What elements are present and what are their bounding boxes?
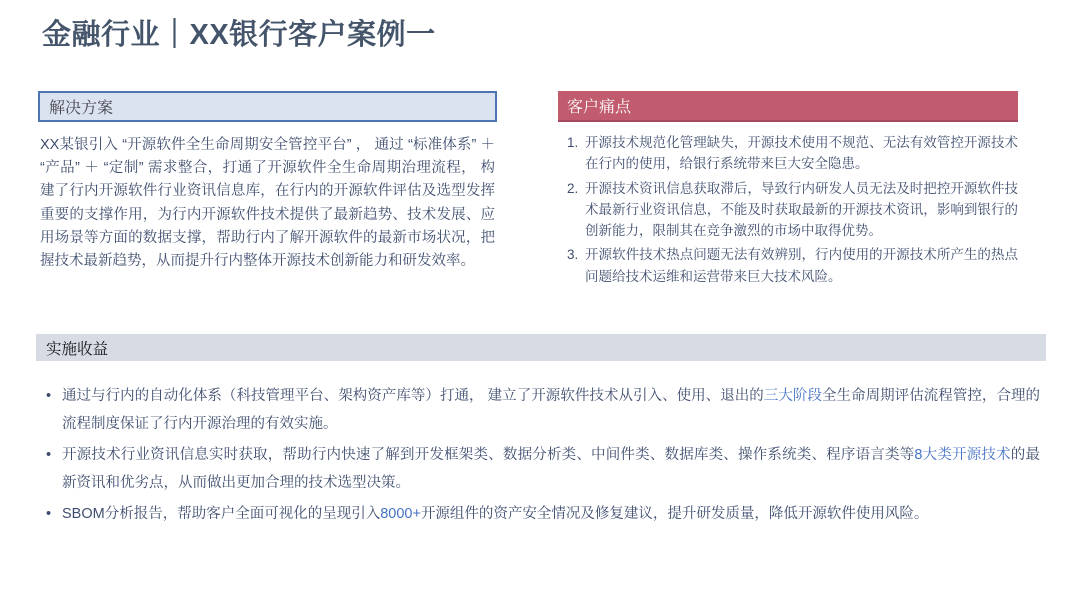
benefit-text: 开源技术行业资讯信息实时获取，帮助行内快速了解到开发框架类、数据分析类、中间件类、数据库类、操作系统类、程序语言类等	[62, 447, 915, 463]
benefit-text: 开源组件的资产安全情况及修复建议，提升研发质量，降低开源软件使用风险。	[420, 506, 929, 522]
solution-body-text: XX某银引入 “开源软件全生命周期安全管控平台” ， 通过 “标准体系” ＋ “产品” ＋ “定制” 需求整合，打通了开源软件全生命周期治理流程， 构建了行内开源软件行业资讯信息库，在行内的开源软件评估及选型发挥重要的支撑作用，为行内开源软件技术提供了最新趋势、技术发展、应用场景等方面的数据支撑，帮助行内了解开源软件的最新市场状况，把握技术最新趋势，从而提升行内整体开源技术创新能力和研发效率。	[40, 137, 495, 270]
benefit-text: 的最新资讯和优劣点，从而做出更加合理的技术选型决策。	[62, 447, 1040, 491]
benefit-item	[42, 382, 1040, 438]
pain-points-header-label: 客户痛点	[567, 99, 632, 116]
solution-section-header	[38, 91, 497, 122]
pain-point-item: 1. 开源技术规范化管理缺失，开源技术使用不规范、无法有效管控开源技术在行内的使用，给银行系统带来巨大安全隐患。	[582, 132, 1018, 175]
page-title: 金融行业｜XX银行客户案例一	[42, 19, 436, 51]
benefits-list	[36, 382, 1046, 528]
benefit-highlight: 三大阶段	[763, 388, 822, 404]
pain-point-item: 2. 开源技术资讯信息获取滞后，导致行内研发人员无法及时把控开源软件技术最新行业资讯信息，不能及时获取最新的开源技术资讯，影响到银行的创新能力，限制其在竞争激烈的市场中取得优势。	[582, 178, 1018, 242]
pain-point-item: 3. 开源软件技术热点问题无法有效辨别，行内使用的开源技术所产生的热点问题给技术运维和运营带来巨大技术风险。	[582, 244, 1018, 287]
benefit-text: SBOM分析报告，帮助客户全面可视化的呈现引入	[62, 506, 381, 522]
solution-section	[38, 91, 497, 273]
benefit-item	[42, 500, 1040, 528]
pain-points-list	[558, 132, 1018, 287]
pain-points-section	[558, 91, 1018, 290]
benefit-text: 全生命周期评估流程管控，合理的流程制度保证了行内开源治理的有效实施。	[62, 388, 1041, 432]
solution-header-label: 解决方案	[49, 100, 114, 117]
benefit-highlight: 8000+	[380, 506, 421, 522]
benefit-text: 通过与行内的自动化体系（科技管理平台、架构资产库等）打通， 建立了开源软件技术从引入、使用、退出的	[62, 388, 764, 404]
benefits-section	[36, 334, 1046, 531]
benefits-header-label: 实施收益	[46, 340, 109, 358]
benefit-highlight: 8大类开源技术	[914, 447, 1011, 463]
benefit-item	[42, 441, 1040, 497]
benefits-section-header	[36, 334, 1046, 361]
pain-points-section-header	[558, 91, 1018, 122]
